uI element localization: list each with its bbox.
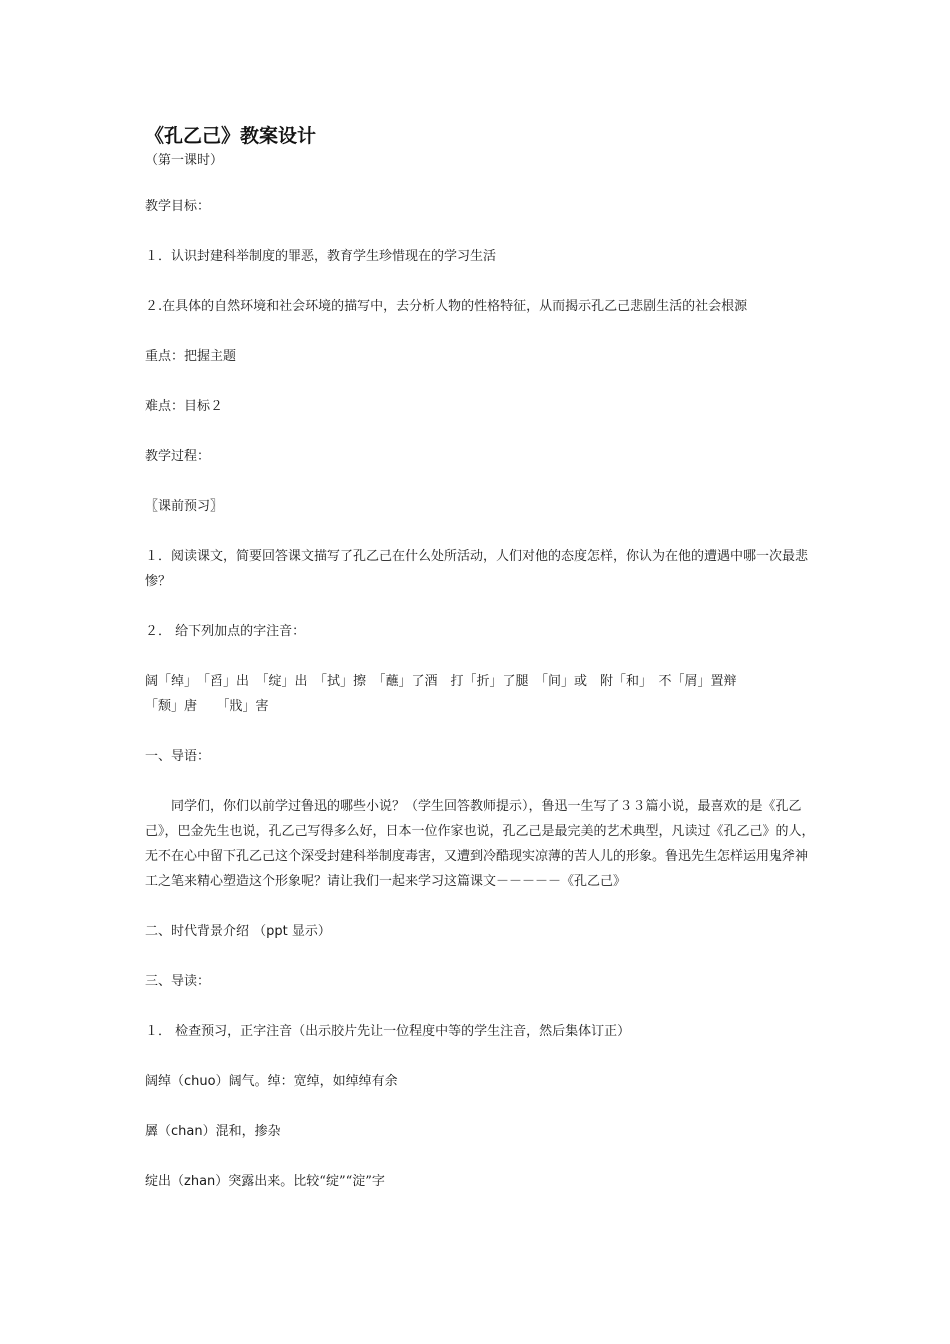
vocab-item-3	[145, 1169, 815, 1194]
vocab-1-meaning: ）阔气。绰：宽绰，如绰绰有余	[215, 1074, 398, 1089]
preview-question-1: １．阅读课文，简要回答课文描写了孔乙己在什么处所活动，人们对他的态度怎样，你认为在他的遭遇中哪一次最悲惨？	[145, 549, 809, 589]
vocab-2-pinyin: chan	[171, 1124, 203, 1139]
vocab-2-word: 羼（	[145, 1124, 172, 1139]
reading-step-1: １． 检查预习，正字注音（出示胶片先让一位程度中等的学生注音，然后集体订正）	[145, 1024, 631, 1039]
vocab-3-meaning: ）突露出来。比较“绽”“淀”字	[215, 1174, 385, 1189]
document-title: 《孔乙己》教案设计	[145, 125, 317, 147]
goal-1: １．认识封建科举制度的罪恶，教育学生珍惜现在的学习生活	[145, 249, 497, 264]
key-point: 重点：把握主题	[145, 349, 237, 364]
intro-heading: 一、导语：	[145, 749, 211, 764]
goal-2: ２.在具体的自然环境和社会环境的描写中，去分析人物的性格特征，从而揭示孔乙己悲剧生活的社会根源	[145, 299, 748, 314]
vocab-3-pinyin: zhan	[184, 1174, 216, 1189]
pinyin-words-line-1: 阔「绰」 「舀」出 「绽」出 「拭」擦 「蘸」了酒 打「折」了腿 「间」或 附「和」 不「屑」置辩	[145, 674, 737, 689]
vocab-1-pinyin: chuo	[184, 1074, 216, 1089]
background-heading-pre: 二、时代背景介绍 （	[145, 924, 267, 939]
lesson-period: （第一课时）	[145, 153, 224, 168]
vocab-item-2	[145, 1119, 815, 1144]
document-page	[145, 122, 815, 1194]
vocab-2-meaning: ）混和，掺杂	[202, 1124, 281, 1139]
difficulty-point: 难点：目标２	[145, 399, 224, 414]
vocab-1-word: 阔绰（	[145, 1074, 185, 1089]
preview-heading: 〖课前预习〗	[145, 499, 224, 514]
reading-heading: 三、导读：	[145, 974, 211, 989]
process-heading: 教学过程：	[145, 449, 211, 464]
goals-heading: 教学目标：	[145, 199, 211, 214]
background-heading-post: 显示）	[287, 924, 331, 939]
background-heading-ppt: ppt	[266, 924, 288, 939]
vocab-3-word: 绽出（	[145, 1174, 185, 1189]
intro-paragraph: 同学们，你们以前学过鲁迅的哪些小说？（学生回答教师提示），鲁迅一生写了３３篇小说，最喜欢的是《孔乙己》，巴金先生也说，孔乙己写得多么好，日本一位作家也说，孔乙己是最完美的艺术典型，凡读过《孔乙己》的人，无不在心中留下孔乙己这个深受封建科举制度毒害，又遭到冷酷现实凉薄的苦人儿的形象。鲁迅先生怎样运用鬼斧神工之笔来精心塑造这个形象呢？请让我们一起来学习这篇课文－－－－－《孔乙己》	[145, 799, 815, 889]
background-heading	[145, 919, 815, 944]
vocab-item-1	[145, 1069, 815, 1094]
preview-question-2: ２． 给下列加点的字注音：	[145, 624, 306, 639]
pinyin-words-line-2: 「颓」唐 「戕」害	[145, 699, 269, 714]
